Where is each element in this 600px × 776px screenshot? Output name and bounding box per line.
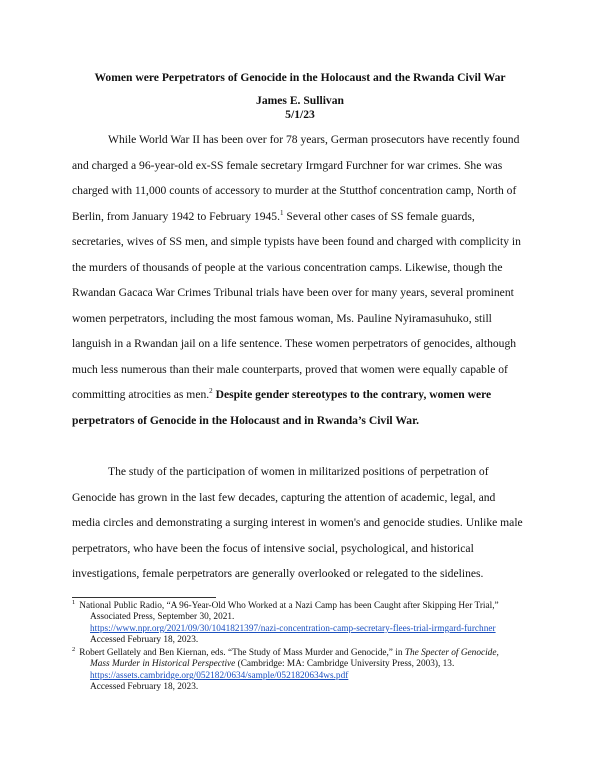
body-paragraph-1 [72,127,542,433]
text-line: media circles and demonstrating a surging interest in women's and genocide studies. Unlike male [72,516,523,529]
footnote-line [72,598,552,612]
thesis-statement-end: perpetrators of Genocide in the Holocaust and in Rwanda’s Civil War. [72,413,420,427]
thesis-statement-start: Despite gender stereotypes to the contrary, women were [212,388,492,401]
footnote-text: National Public Radio, “A 96-Year-Old Who Worked at a Nazi Camp has been Caught after Skipping Her Trial,” [79,601,499,611]
footnote-line: Associated Press, September 30, 2021. [90,612,235,623]
body-paragraph-2 [72,459,542,587]
footnote-1 [72,598,552,647]
footnote-line [72,645,552,659]
footnote-line [72,671,552,682]
footnote-line: Accessed February 18, 2023. [90,682,199,693]
text-line: the murders of thousands of people at the various concentration camps. Likewise, though the [72,260,503,274]
text-line: charged with 11,000 counts of accessory to murder at the Stutthof concentration camp, North of [72,184,517,197]
text-line: languish in a Rwandan jail on a life sentence. These women perpetrators of genocides, although [72,337,517,350]
footnote-ref-2[interactable]: 2 [209,387,213,396]
text-segment: Several other cases of SS female guards, [283,209,475,223]
text-line: Rwandan Gacaca War Crimes Tribunal trials have been over for many years, several prominent [72,286,514,299]
footnote-ref-1[interactable]: 1 [280,208,284,217]
text-line [72,204,542,230]
text-line: perpetrators, who have been the focus of intensive social, psychological, and historical [72,541,474,555]
footnote-number: 2 [72,645,76,653]
text-line: secretaries, wives of SS men, and simple typists have been found and charged with complicity in [72,235,521,248]
footnote-line: Accessed February 18, 2023. [90,635,199,646]
text-segment: committing atrocities as men. [72,388,210,401]
footnote-link[interactable]: https://www.npr.org/2021/09/30/1041821397/nazi-concentration-camp-secretary-flees-trial-irmgard-furchner [90,623,496,634]
text-line: and charged a 96-year-old ex-SS female secretary Irmgard Furchner for war crimes. She was [72,158,503,172]
footnote-2 [72,645,552,694]
text-line: investigations, female perpetrators are generally overlooked or relegated to the sidelines. [72,567,484,580]
footnote-book-title: The Specter of Genocide, [404,648,499,658]
text-line: The study of the participation of women in militarized positions of perpetration of [108,465,489,478]
text-line: Genocide has grown in the last few decades, capturing the attention of academic, legal, and [72,490,496,504]
text-line [72,382,542,408]
footnote-line [72,659,552,670]
text-line: While World War II has been over for 78 years, German prosecutors have recently found [108,133,520,146]
footnote-number: 1 [72,598,76,606]
author-name: James E. Sullivan [256,94,344,107]
footnote-text: (Cambridge: MA: Cambridge University Press, 2003), 13. [235,659,455,670]
footnote-text: Robert Gellately and Ben Kiernan, eds. “The Study of Mass Murder and Genocide,” in [79,648,405,658]
text-segment: Berlin, from January 1942 to February 1945. [72,209,281,223]
footnote-link[interactable]: https://assets.cambridge.org/052182/0634/sample/0521820634ws.pdf [90,670,349,681]
text-line: much less numerous than their male counterparts, proved that women were equally capable of [72,362,508,376]
footnote-separator [72,597,216,598]
footnote-line [72,624,552,635]
footnote-book-subtitle: Mass Murder in Historical Perspective [90,659,236,670]
paper-date: 5/1/23 [285,108,315,121]
text-line: women perpetrators, including the most famous woman, Ms. Pauline Nyiramasuhuko, still [72,311,492,325]
paper-title: Women were Perpetrators of Genocide in the Holocaust and the Rwanda Civil War [94,71,506,84]
